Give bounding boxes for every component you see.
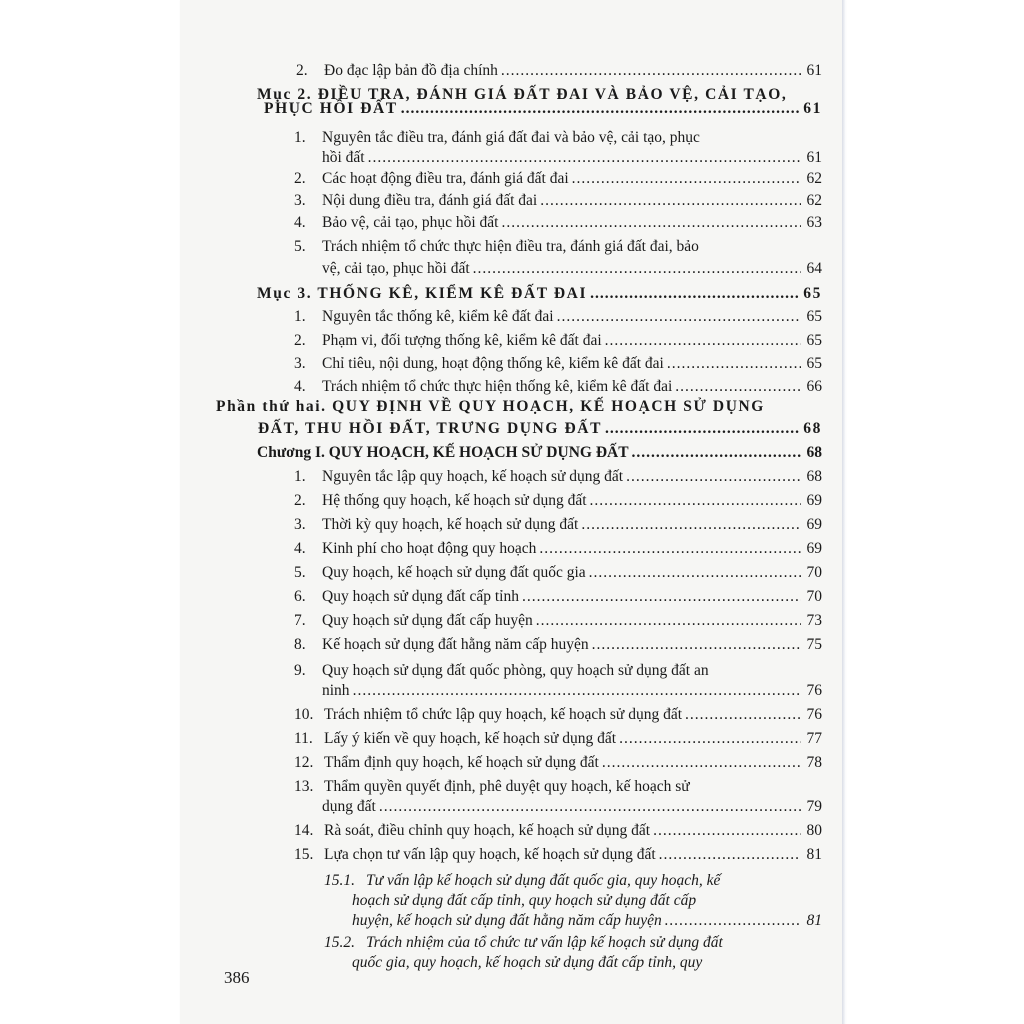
toc-entry — [294, 516, 822, 534]
toc-entry — [294, 468, 822, 486]
toc-entry-page: 81 — [806, 846, 822, 863]
toc-entry-page: 75 — [806, 636, 822, 653]
toc-entry — [294, 778, 822, 796]
toc-entry — [216, 398, 822, 416]
toc-entry-number: 9. — [294, 662, 306, 679]
toc-entry-title: Chỉ tiêu, nội dung, hoạt động thống kê, kiểm kê đất đai — [322, 355, 664, 372]
toc-entry-number: 10. — [294, 706, 314, 723]
toc-entry — [264, 100, 822, 118]
toc-entry-title: Chương I. QUY HOẠCH, KẾ HOẠCH SỬ DỤNG ĐẤT — [257, 444, 629, 461]
toc-entry — [352, 954, 822, 972]
toc-entry-title: Quy hoạch sử dụng đất cấp huyện — [322, 612, 533, 629]
dot-leader — [581, 516, 801, 534]
toc-entry-number: 6. — [294, 588, 306, 605]
toc-entry-page: 76 — [806, 682, 822, 699]
toc-entry-title: Thời kỳ quy hoạch, kế hoạch sử dụng đất — [322, 516, 579, 533]
toc-entry-page: 68 — [803, 420, 822, 437]
toc-entry — [352, 892, 822, 910]
toc-entry-page: 68 — [806, 444, 822, 461]
toc-entry-number: 12. — [294, 754, 314, 771]
toc-entry — [294, 612, 822, 630]
toc-entry — [294, 662, 822, 680]
toc-entry-number: 2. — [294, 170, 306, 187]
toc-entry — [294, 355, 822, 373]
page-number: 386 — [224, 968, 250, 987]
toc-entry — [294, 378, 822, 396]
toc-entry-page: 69 — [806, 540, 822, 557]
toc-entry — [258, 420, 822, 438]
dot-leader — [605, 332, 801, 350]
toc-entry-page: 66 — [806, 378, 822, 395]
toc-entry-page: 62 — [806, 192, 822, 209]
toc-entry-title: Trách nhiệm tổ chức lập quy hoạch, kế hoạch sử dụng đất — [324, 706, 683, 723]
dot-leader — [473, 260, 801, 278]
toc-entry-page: 69 — [806, 516, 822, 533]
toc-entry — [352, 912, 822, 930]
toc-entry — [322, 260, 822, 278]
toc-entry-number: 2. — [294, 492, 306, 509]
toc-entry-title: Mục 2. ĐIỀU TRA, ĐÁNH GIÁ ĐẤT ĐAI VÀ BẢO VỆ, CẢI TẠO, — [257, 86, 788, 103]
toc-entry-number: 2. — [296, 62, 308, 79]
toc-entry-page: 73 — [806, 612, 822, 629]
toc-entry-title: PHỤC HỒI ĐẤT — [264, 100, 398, 117]
dot-leader — [685, 706, 801, 724]
toc-entry-number: 4. — [294, 378, 306, 395]
dot-leader — [401, 100, 801, 118]
toc-entry-title: ĐẤT, THU HỒI ĐẤT, TRƯNG DỤNG ĐẤT — [258, 420, 603, 437]
toc-entry — [294, 129, 822, 147]
dot-leader — [536, 612, 801, 630]
toc-entry-page: 65 — [803, 285, 822, 302]
dot-leader — [632, 444, 801, 462]
toc-entry-title: Thẩm quyền quyết định, phê duyệt quy hoạch, kế hoạch sử — [324, 778, 690, 795]
toc-entry-title: Các hoạt động điều tra, đánh giá đất đai — [322, 170, 569, 187]
toc-entry-page: 65 — [806, 308, 822, 325]
toc-entry-page: 80 — [806, 822, 822, 839]
toc-entry-title: hồi đất — [322, 149, 365, 166]
toc-entry-title: Rà soát, điều chỉnh quy hoạch, kế hoạch sử dụng đất — [324, 822, 651, 839]
toc-entry — [294, 238, 822, 256]
toc-entry-number: 3. — [294, 516, 306, 533]
toc-entry-title: Nguyên tắc thống kê, kiểm kê đất đai — [322, 308, 554, 325]
toc-entry — [324, 934, 822, 952]
toc-entry-page: 62 — [806, 170, 822, 187]
toc-entry-title: Tư vấn lập kế hoạch sử dụng đất quốc gia, quy hoạch, kế — [366, 872, 721, 889]
toc-entry-page: 61 — [803, 100, 822, 117]
toc-entry — [324, 872, 822, 890]
dot-leader — [675, 378, 801, 396]
toc-entry-title: Lựa chọn tư vấn lập quy hoạch, kế hoạch sử dụng đất — [324, 846, 656, 863]
toc-entry-number: 5. — [294, 238, 306, 255]
toc-entry — [294, 332, 822, 350]
dot-leader — [522, 588, 801, 606]
toc-entry-page: 70 — [806, 588, 822, 605]
toc-entry-number: 15. — [294, 846, 314, 863]
toc-entry — [296, 62, 822, 80]
toc-entry-title: Trách nhiệm của tổ chức tư vấn lập kế hoạch sử dụng đất — [366, 934, 723, 951]
dot-leader — [353, 682, 801, 700]
toc-entry — [294, 492, 822, 510]
toc-entry-title: Nguyên tắc lập quy hoạch, kế hoạch sử dụng đất — [322, 468, 624, 485]
toc-entry-title: vệ, cải tạo, phục hồi đất — [322, 260, 470, 277]
dot-leader — [590, 285, 800, 303]
toc-entry-page: 69 — [806, 492, 822, 509]
toc-entry-page: 65 — [806, 332, 822, 349]
dot-leader — [659, 846, 801, 864]
dot-leader — [540, 192, 801, 210]
toc-entry-title: Nội dung điều tra, đánh giá đất đai — [322, 192, 538, 209]
toc-entry-title: ninh — [322, 682, 350, 699]
toc-entry — [322, 798, 822, 816]
toc-entry-title: Quy hoạch sử dụng đất quốc phòng, quy hoạch sử dụng đất an — [322, 662, 709, 679]
toc-entry-page: 61 — [806, 62, 822, 79]
toc-entry-title: hoạch sử dụng đất cấp tỉnh, quy hoạch sử dụng đất cấp — [352, 892, 697, 909]
toc-entry-title: Phần thứ hai. QUY ĐỊNH VỀ QUY HOẠCH, KẾ HOẠCH SỬ DỤNG — [216, 398, 765, 415]
toc-entry-number: 3. — [294, 192, 306, 209]
toc-entry-page: 64 — [806, 260, 822, 277]
toc-entry-title: Quy hoạch, kế hoạch sử dụng đất quốc gia — [322, 564, 586, 581]
toc-entry-page: 68 — [806, 468, 822, 485]
dot-leader — [589, 564, 801, 582]
toc-entry-number: 13. — [294, 778, 314, 795]
toc-entry-number: 4. — [294, 214, 306, 231]
toc-entry-number: 15.1. — [324, 872, 355, 889]
toc-entry-title: huyện, kế hoạch sử dụng đất hằng năm cấp huyện — [352, 912, 662, 929]
toc-entry-number: 1. — [294, 308, 306, 325]
toc-entry-number: 2. — [294, 332, 306, 349]
toc-entry — [294, 846, 822, 864]
toc-entry-page: 70 — [806, 564, 822, 581]
toc-entry-number: 15.2. — [324, 934, 355, 951]
toc-entry-title: Trách nhiệm tổ chức thực hiện điều tra, đánh giá đất đai, bảo — [322, 238, 699, 255]
toc-entry — [294, 706, 822, 724]
dot-leader — [501, 62, 801, 80]
toc-entry-number: 1. — [294, 129, 306, 146]
dot-leader — [605, 420, 800, 438]
toc-entry-page: 77 — [806, 730, 822, 747]
toc-entry-number: 1. — [294, 468, 306, 485]
dot-leader — [665, 912, 801, 930]
toc-entry-title: Thẩm định quy hoạch, kế hoạch sử dụng đất — [324, 754, 599, 771]
toc-entry-page: 65 — [806, 355, 822, 372]
dot-leader — [602, 754, 801, 772]
toc-entry-title: Phạm vi, đối tượng thống kê, kiểm kê đất đai — [322, 332, 602, 349]
toc-entry-page: 76 — [806, 706, 822, 723]
toc-entry-page: 81 — [806, 912, 822, 929]
toc-entry-page: 78 — [806, 754, 822, 771]
toc-entry — [322, 149, 822, 167]
toc-entry — [294, 214, 822, 232]
toc-entry-title: Kinh phí cho hoạt động quy hoạch — [322, 540, 537, 557]
dot-leader — [501, 214, 801, 232]
toc-entry — [294, 308, 822, 326]
dot-leader — [667, 355, 801, 373]
toc-entry-title: Trách nhiệm tổ chức thực hiện thống kê, kiểm kê đất đai — [322, 378, 673, 395]
toc-entry — [294, 588, 822, 606]
toc-entry-number: 7. — [294, 612, 306, 629]
toc-entry-title: dụng đất — [322, 798, 376, 815]
toc-entry — [294, 170, 822, 188]
dot-leader — [572, 170, 801, 188]
toc-entry-title: Bảo vệ, cải tạo, phục hồi đất — [322, 214, 499, 231]
page-edge — [842, 0, 846, 1024]
toc-entry — [294, 540, 822, 558]
toc-entry-title: Mục 3. THỐNG KÊ, KIỂM KÊ ĐẤT ĐAI — [257, 285, 588, 302]
dot-leader — [626, 468, 801, 486]
toc-entry-number: 8. — [294, 636, 306, 653]
dot-leader — [653, 822, 801, 840]
toc-entry — [294, 730, 822, 748]
toc-entry-title: Quy hoạch sử dụng đất cấp tỉnh — [322, 588, 519, 605]
dot-leader — [557, 308, 801, 326]
toc-entry — [294, 636, 822, 654]
toc-entry — [257, 444, 822, 462]
toc-entry — [257, 285, 822, 303]
toc-entry-number: 4. — [294, 540, 306, 557]
toc-entry-title: Kế hoạch sử dụng đất hằng năm cấp huyện — [322, 636, 589, 653]
toc-entry-page: 61 — [806, 149, 822, 166]
toc-entry-title: quốc gia, quy hoạch, kế hoạch sử dụng đất cấp tỉnh, quy — [352, 954, 703, 971]
dot-leader — [368, 149, 801, 167]
toc-entry-title: Đo đạc lập bản đồ địa chính — [324, 62, 498, 79]
toc-entry — [294, 822, 822, 840]
toc-entry-number: 14. — [294, 822, 314, 839]
toc-entry — [322, 682, 822, 700]
dot-leader — [590, 492, 801, 510]
dot-leader — [539, 540, 801, 558]
toc-entry-number: 5. — [294, 564, 306, 581]
toc-entry-page: 79 — [806, 798, 822, 815]
dot-leader — [619, 730, 801, 748]
toc-entry — [294, 564, 822, 582]
toc-entry — [294, 754, 822, 772]
dot-leader — [592, 636, 801, 654]
toc-entry-number: 11. — [294, 730, 313, 747]
toc-entry-number: 3. — [294, 355, 306, 372]
toc-entry-title: Hệ thống quy hoạch, kế hoạch sử dụng đất — [322, 492, 587, 509]
toc-entry — [294, 192, 822, 210]
toc-entry-title: Nguyên tắc điều tra, đánh giá đất đai và bảo vệ, cải tạo, phục — [322, 129, 700, 146]
toc-entry-page: 63 — [806, 214, 822, 231]
toc-entry-title: Lấy ý kiến về quy hoạch, kế hoạch sử dụng đất — [324, 730, 617, 747]
dot-leader — [379, 798, 801, 816]
